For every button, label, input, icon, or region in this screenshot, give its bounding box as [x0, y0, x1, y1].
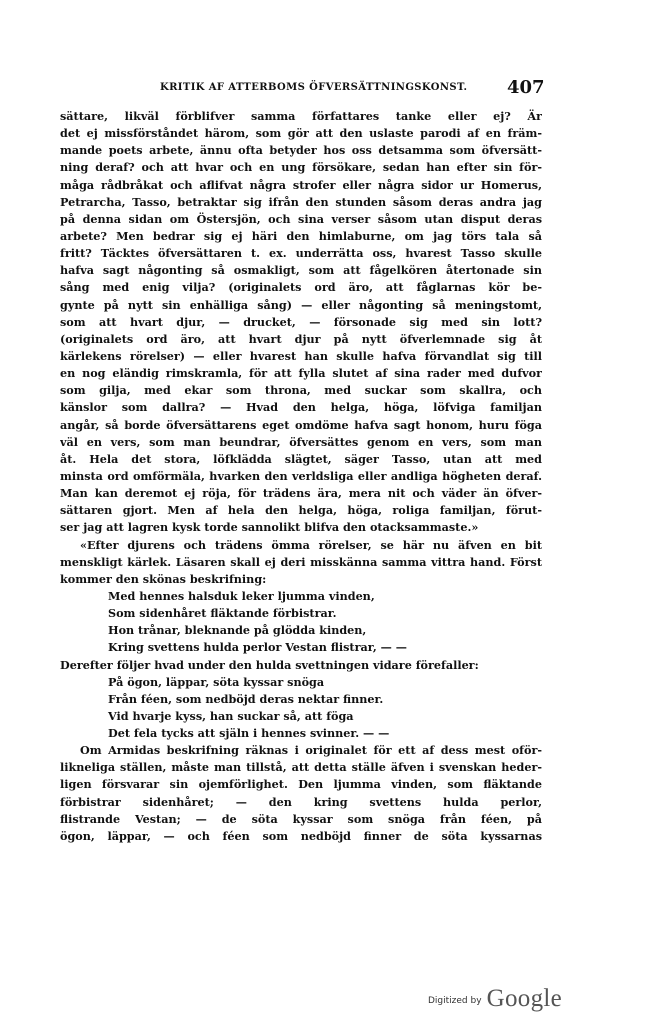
text-line: flistrande Vestan; — de söta kyssar som snöga från féen, på — [60, 811, 542, 826]
verse-line: Från féen, som nedböjd deras nektar finner. — [108, 691, 384, 706]
digitized-by-label: Digitized by — [428, 996, 482, 1006]
text-line: måga rådbråkat och aflifvat några strofer eller några sidor ur Homerus, — [60, 177, 542, 192]
text-line: förbistrar sidenhåret; — den kring svettens hulda perlor, — [60, 794, 542, 809]
running-head: KRITIK AF ATTERBOMS ÖFVERSÄTTNINGSKONST. — [160, 82, 468, 93]
text-line: Man kan deremot ej röja, för trädens ära, mera nit och väder än öfver- — [60, 486, 542, 501]
verse-line: Det fela tycks att själn i hennes svinner. — — — [108, 726, 390, 741]
text-line: minsta ord omförmäla, hvarken den verldsliga eller andliga högheten deraf. — [60, 468, 542, 483]
text-line: ning deraf? och att hvar och en ung försökare, sedan han efter sin för- — [60, 160, 542, 175]
text-line: det ej missförståndet härom, som gör att den uslaste parodi af en främ- — [60, 126, 542, 141]
text-line: fritt? Täcktes öfversättaren t. ex. underrätta oss, hvarest Tasso skulle — [60, 246, 542, 261]
text-line: angår, så borde öfversättarens eget omdöme hafva sagt honom, huru föga — [60, 417, 542, 432]
text-line: på denna sidan om Östersjön, och sina verser såsom utan disput deras — [60, 211, 542, 226]
text-line: sättare, likväl förblifver samma författares tanke eller ej? Är — [60, 109, 542, 123]
text-line: ögon, läppar, — och féen som nedböjd finner de söta kyssarnas — [60, 828, 542, 843]
text-line: arbete? Men bedrar sig ej häri den himlaburne, om jag törs tala så — [60, 228, 542, 243]
text-line: Om Armidas beskrifning räknas i originalet för ett af dess mest oför- — [80, 743, 542, 758]
page-number: 407 — [507, 77, 545, 98]
verse-line: Hon trånar, bleknande på glödda kinden, — [108, 623, 367, 638]
text-line: menskligt kärlek. Läsaren skall ej deri misskänna samma vittra hand. Först — [60, 554, 542, 569]
text-line: hafva sagt någonting så osmakligt, som att fågelkören återtonade sin — [60, 263, 542, 278]
text-line: som att hvart djur, — drucket, — försonade sig med sin lott? — [60, 314, 542, 329]
verse-line: På ögon, läppar, söta kyssar snöga — [108, 674, 325, 689]
text-line: sättaren gjort. Men af hela den helga, höga, roliga familjan, förut- — [60, 503, 542, 518]
text-line: ser jag att lagren kysk torde sannolikt blifva den otacksammaste.» — [60, 520, 479, 535]
text-line: sång med enig vilja? (originalets ord äro, att fåglarnas kör be- — [60, 280, 542, 295]
text-line: mande poets arbete, ännu ofta betyder hos oss detsamma som öfversätt- — [60, 143, 542, 158]
text-line: väl en vers, som man beundrar, öfversättes genom en vers, som man — [60, 434, 542, 449]
text-line: kommer den skönas beskrifning: — [60, 571, 267, 586]
text-line: ligen försvarar sin ojemförlighet. Den ljumma vinden, som fläktande — [60, 777, 542, 792]
text-line: Petrarcha, Tasso, betraktar sig ifrån den stunden såsom deras andra jag — [60, 194, 542, 209]
text-line: kärlekens rörelser) — eller hvarest han skulle hafva förvandlat sig till — [60, 348, 542, 363]
text-line: en nog eländig rimskramla, för att fylla slutet af sina rader med dufvor — [60, 366, 542, 381]
digitized-by-google-watermark — [428, 985, 562, 1013]
text-line: känslor som dallra? — Hvad den helga, höga, löfviga familjan — [60, 400, 542, 415]
verse-line: Med hennes halsduk leker ljumma vinden, — [108, 588, 375, 603]
text-line: gynte på nytt sin enhälliga sång) — eller någonting så meningstomt, — [60, 297, 542, 312]
text-line: «Efter djurens och trädens ömma rörelser, se här nu äfven en bit — [80, 537, 542, 552]
page-body-text — [60, 108, 542, 845]
verse-line: Kring svettens hulda perlor Vestan flistrar, — — — [108, 640, 407, 655]
google-logo: Google — [486, 985, 563, 1012]
text-line: (originalets ord äro, att hvart djur på nytt öfverlemnade sig åt — [60, 331, 542, 346]
text-line: likneliga ställen, måste man tillstå, att detta ställe äfven i svenskan heder- — [60, 760, 542, 775]
text-line: åt. Hela det stora, löfklädda slägtet, säger Tasso, utan att med — [60, 451, 542, 466]
text-line: Derefter följer hvad under den hulda svettningen vidare förefaller: — [60, 657, 479, 672]
verse-line: Som sidenhåret fläktande förbistrar. — [108, 606, 337, 621]
text-line: som gilja, med ekar som throna, med suckar som skallra, och — [60, 383, 542, 398]
verse-line: Vid hvarje kyss, han suckar så, att föga — [108, 708, 354, 723]
